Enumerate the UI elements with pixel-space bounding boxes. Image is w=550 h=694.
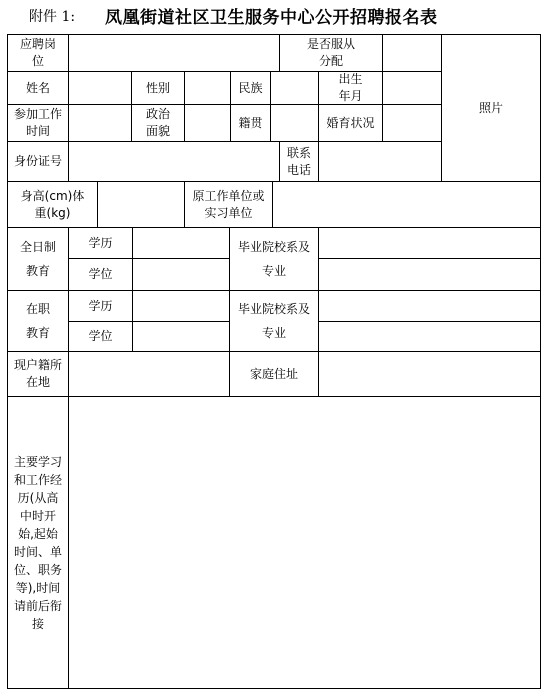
label-text: 学历: [88, 235, 113, 250]
label-text: 学历: [88, 298, 113, 313]
label-text: 是否服从分配: [306, 37, 355, 68]
label-text: 婚育状况: [326, 115, 375, 130]
label-id-number: [8, 142, 68, 181]
label-birth-date: [319, 72, 382, 104]
label-gender: [132, 72, 184, 104]
label-text: 照片: [478, 100, 503, 115]
fulltime-degree-field[interactable]: [133, 259, 229, 290]
label-work-start: [8, 105, 68, 141]
label-text: 主要学习和工作经历(从高中时开始,起始时间、单位、职务等),时间请前后衔接: [13, 455, 62, 631]
label-text: 应聘岗位: [20, 37, 57, 68]
photo-area[interactable]: [442, 35, 540, 181]
label-text: 在职教育: [25, 302, 50, 340]
label-political-status: [132, 105, 184, 141]
label-text: 学位: [88, 267, 113, 281]
label-text: 学位: [88, 329, 113, 343]
label-name: [8, 72, 68, 104]
form-header: [0, 0, 550, 34]
label-accept-assignment: [280, 35, 382, 71]
work-start-field[interactable]: [69, 105, 131, 141]
inservice-school-field[interactable]: [319, 291, 541, 321]
political-status-field[interactable]: [185, 105, 230, 141]
label-native-place: [231, 105, 270, 141]
label-text: 姓名: [25, 80, 50, 95]
label-height-weight: [8, 182, 97, 227]
label-prior-unit: [185, 182, 272, 227]
inservice-degree-field[interactable]: [133, 322, 229, 351]
label-text: 联系电话: [286, 145, 311, 177]
fulltime-school-field[interactable]: [319, 228, 541, 258]
form-title: 凤凰街道社区卫生服务中心公开招聘报名表: [105, 8, 438, 28]
label-fulltime-degree-edu: [69, 228, 132, 258]
marital-status-field[interactable]: [383, 105, 441, 141]
label-text: 性别: [145, 80, 170, 95]
label-home-address: [230, 352, 318, 396]
ethnicity-field[interactable]: [271, 72, 318, 104]
experience-field[interactable]: [69, 397, 541, 689]
label-inservice-education: [8, 291, 68, 351]
id-number-field[interactable]: [69, 142, 279, 181]
birth-date-field[interactable]: [383, 72, 441, 104]
label-inservice-school: [230, 291, 318, 351]
household-location-field[interactable]: [69, 352, 229, 396]
label-household-location: [8, 352, 68, 396]
native-place-field[interactable]: [271, 105, 318, 141]
label-fulltime-degree: [69, 259, 132, 290]
label-marital-status: [319, 105, 382, 141]
label-text: 政治面貌: [145, 107, 170, 138]
label-inservice-degree: [69, 322, 132, 351]
label-text: 参加工作时间: [13, 107, 62, 138]
gender-field[interactable]: [185, 72, 230, 104]
height-weight-field[interactable]: [98, 182, 184, 227]
label-text: 现户籍所在地: [13, 358, 62, 389]
label-text: 身高(cm)体重(kg): [20, 188, 85, 220]
name-field[interactable]: [69, 72, 131, 104]
label-phone: [280, 142, 318, 181]
label-fulltime-education: [8, 228, 68, 290]
inservice-degree-edu-field[interactable]: [133, 291, 229, 321]
position-applied-field[interactable]: [69, 35, 279, 71]
label-text: 籍贯: [238, 115, 263, 130]
label-text: 身份证号: [14, 154, 63, 168]
label-ethnicity: [231, 72, 270, 104]
fulltime-degree-edu-field[interactable]: [133, 228, 229, 258]
label-text: 全日制教育: [19, 240, 56, 278]
label-text: 民族: [238, 80, 263, 95]
label-position-applied: [8, 35, 68, 71]
phone-field[interactable]: [319, 142, 441, 181]
inservice-major-field[interactable]: [319, 322, 541, 351]
label-text: 毕业院校系及专业: [237, 240, 310, 278]
label-fulltime-school: [230, 228, 318, 290]
attachment-label: 附件 1:: [29, 9, 76, 25]
label-text: 出生年月: [338, 72, 363, 103]
home-address-field[interactable]: [319, 352, 541, 396]
label-inservice-degree-edu: [69, 291, 132, 321]
accept-assignment-field[interactable]: [383, 35, 441, 71]
label-text: 家庭住址: [249, 366, 298, 381]
label-text: 原工作单位或实习单位: [192, 188, 265, 220]
fulltime-major-field[interactable]: [319, 259, 541, 290]
label-experience: [8, 397, 68, 689]
prior-unit-field[interactable]: [273, 182, 541, 227]
label-text: 毕业院校系及专业: [237, 302, 310, 340]
